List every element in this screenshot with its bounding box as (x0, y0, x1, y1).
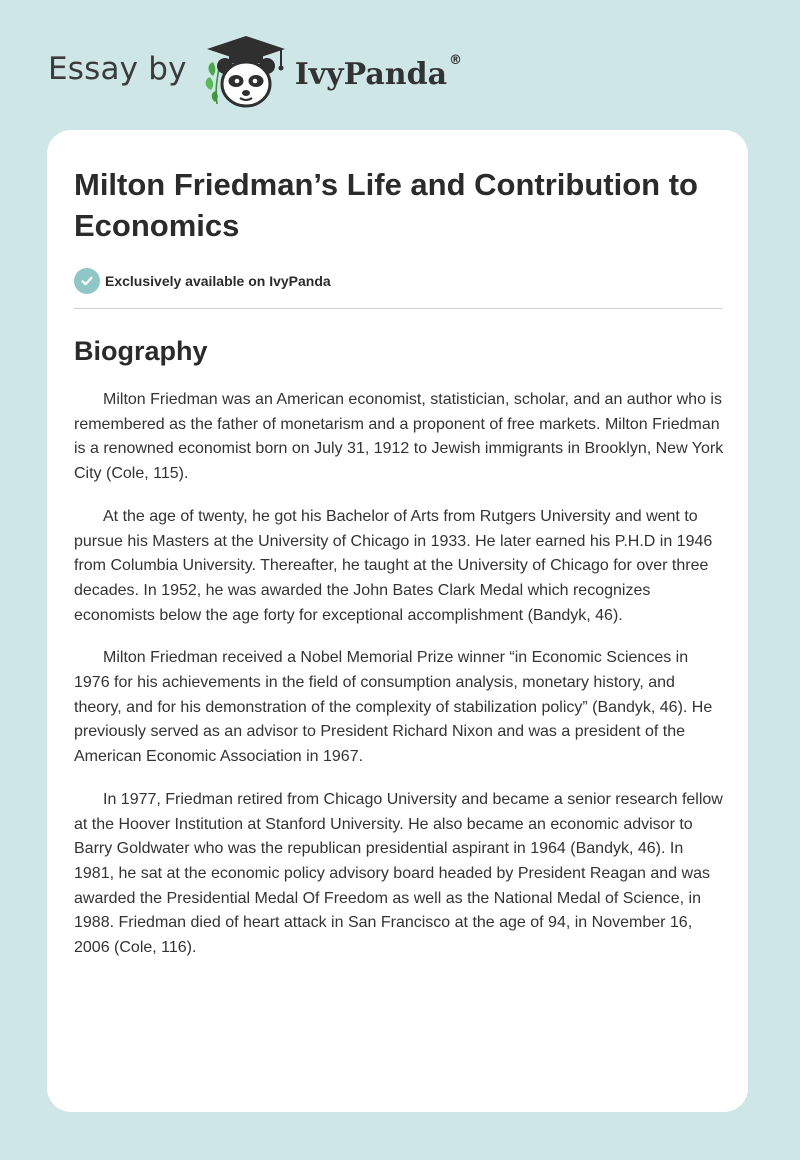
paragraph: In 1977, Friedman retired from Chicago University and became a senior research fellow at the Hoover Institution at Stanford University. He also became an economic advisor to Barry Goldwater who was the republican presidential aspirant in 1964 (Bandyk, 46). In 1981, he sat at the economic policy advisory board headed by President Reagan and was awarded the Presidential Medal Of Freedom as well as the National Medal of Science, in 1988. Friedman died of heart attack in San Francisco at the age of 94, in November 16, 2006 (Cole, 116). (74, 790, 723, 957)
essay-title: Milton Friedman’s Life and Contribution to Economics (74, 167, 698, 243)
panda-graduation-cap-logo-icon[interactable] (201, 32, 291, 112)
paragraph: Milton Friedman received a Nobel Memorial Prize winner “in Economic Sciences in 1976 for his achievements in the field of consumption analysis, monetary history, and theory, and for his demonstration of the complexity of stabilization policy” (Bandyk, 46). He previously served as an advisor to President Richard Nixon and was a president of the American Economic Association in 1967. (74, 649, 713, 766)
registered-mark: ® (449, 52, 463, 68)
check-icon (74, 268, 100, 294)
paragraph: Milton Friedman was an American economist, statistician, scholar, and an author who is remembered as the father of monetarism and a proponent of free markets. Milton Friedman is a renowned economist born on July 31, 1912 to Jewish immigrants in Brooklyn, New York City (Cole, 115). (74, 391, 724, 483)
paragraph: At the age of twenty, he got his Bachelor of Arts from Rutgers University and went to pursue his Masters at the University of Chicago in 1933. He later earned his P.H.D in 1946 from Columbia University. Thereafter, he taught at the University of Chicago for over three decades. In 1952, he was awarded the John Bates Clark Medal which recognizes economists below the age forty for exceptional accomplishment (Bandyk, 46). (74, 507, 713, 624)
essay-card (47, 130, 748, 1112)
brand-name[interactable] (294, 52, 463, 92)
section-heading-biography: Biography (74, 336, 208, 366)
site-header (48, 32, 462, 112)
title-divider (74, 308, 722, 309)
brand-name-text: IvyPanda (294, 56, 448, 92)
exclusive-badge-text: Exclusively available on IvyPanda (105, 273, 331, 289)
exclusive-badge (74, 267, 722, 295)
essay-by-label: Essay by (48, 51, 187, 87)
